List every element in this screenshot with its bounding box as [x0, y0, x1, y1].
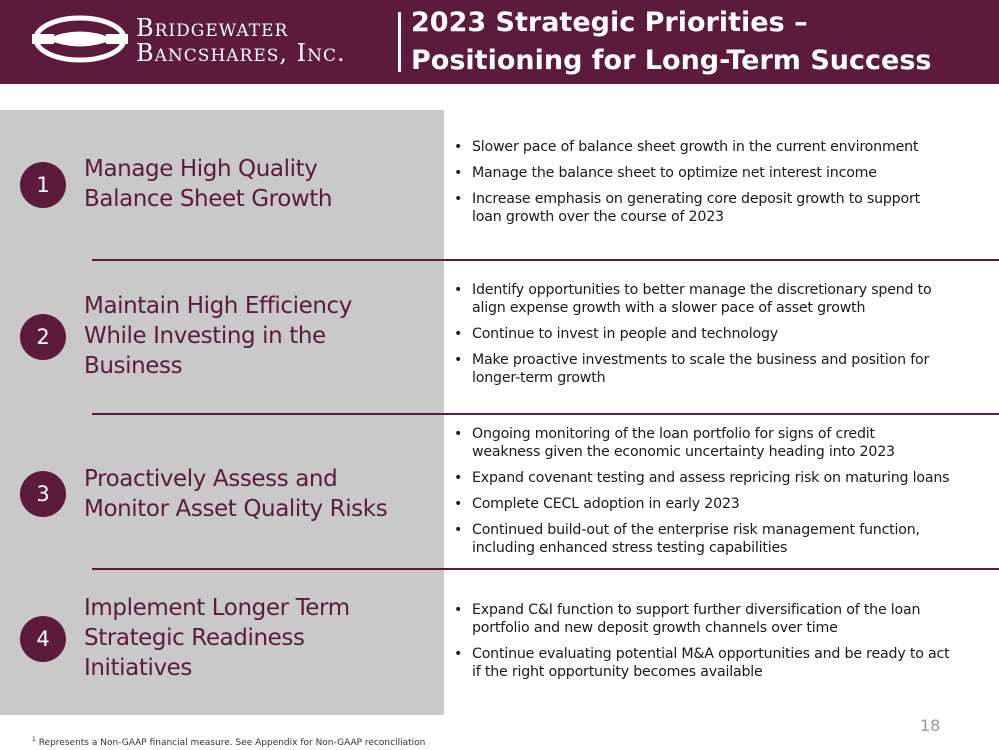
list-item: • Make proactive investments to scale the business and position for longer-term growth	[454, 351, 994, 387]
priority-bullets	[454, 281, 994, 395]
priority-title-line: Monitor Asset Quality Risks	[84, 496, 388, 522]
priority-title-line: Initiatives	[84, 655, 193, 681]
priority-number-badge: 2	[20, 314, 66, 360]
list-item: • Identify opportunities to better manage the discretionary spend to align expense growth with a slower pace of asset growth	[454, 281, 994, 317]
list-item: • Ongoing monitoring of the loan portfolio for signs of credit weakness given the economic uncertainty heading into 2023	[454, 425, 994, 461]
list-item: • Continued build-out of the enterprise risk management function, including enhanced stress testing capabilities	[454, 521, 994, 557]
list-item: • Manage the balance sheet to optimize net interest income	[454, 164, 994, 182]
list-item: • Expand covenant testing and assess repricing risk on maturing loans	[454, 469, 994, 487]
row-divider	[92, 568, 999, 570]
list-item: • Slower pace of balance sheet growth in the current environment	[454, 138, 994, 156]
header-divider	[398, 12, 401, 72]
priority-title-line: Business	[84, 353, 183, 379]
priority-title	[84, 291, 352, 381]
priority-title-line: Strategic Readiness	[84, 625, 305, 651]
priority-title-line: Balance Sheet Growth	[84, 186, 333, 212]
row-divider	[92, 413, 999, 415]
priority-title	[84, 593, 350, 683]
title-line-1: 2023 Strategic Priorities –	[411, 7, 808, 38]
priority-title-line: Maintain High Efficiency	[84, 293, 353, 319]
footnote-text: Represents a Non-GAAP financial measure. See Appendix for Non-GAAP reconciliation	[38, 738, 426, 748]
priority-title-line: Manage High Quality	[84, 156, 318, 182]
company-logo-text	[136, 16, 346, 66]
list-item: • Increase emphasis on generating core deposit growth to support loan growth over the course of 2023	[454, 190, 994, 226]
page-number: 18	[920, 716, 941, 735]
priority-title	[84, 154, 332, 214]
logo-line-2: Bancshares, Inc.	[136, 39, 346, 67]
list-item: • Continue to invest in people and technology	[454, 325, 994, 343]
priority-title	[84, 464, 387, 524]
list-item: • Expand C&I function to support further diversification of the loan portfolio and new deposit growth channels over time	[454, 601, 994, 637]
priority-number-badge: 3	[20, 471, 66, 517]
list-item: • Continue evaluating potential M&A opportunities and be ready to act if the right opportunity becomes available	[454, 645, 994, 681]
footnote-marker: 1	[32, 736, 36, 743]
title-line-2: Positioning for Long-Term Success	[411, 45, 932, 76]
priority-title-line: Implement Longer Term	[84, 595, 350, 621]
logo-line-1: Bridgewater	[136, 14, 289, 42]
priority-title-line: Proactively Assess and	[84, 466, 338, 492]
priority-bullets	[454, 425, 994, 565]
row-divider	[92, 259, 999, 261]
priority-number-badge: 4	[20, 616, 66, 662]
bridgewater-logo-icon	[32, 14, 128, 64]
priority-bullets	[454, 138, 994, 234]
priority-title-line: While Investing in the	[84, 323, 326, 349]
priority-number-badge: 1	[20, 162, 66, 208]
page-title	[411, 4, 931, 80]
footnote	[32, 736, 425, 748]
priority-bullets	[454, 601, 994, 689]
list-item: • Complete CECL adoption in early 2023	[454, 495, 994, 513]
header-bar	[0, 0, 999, 84]
